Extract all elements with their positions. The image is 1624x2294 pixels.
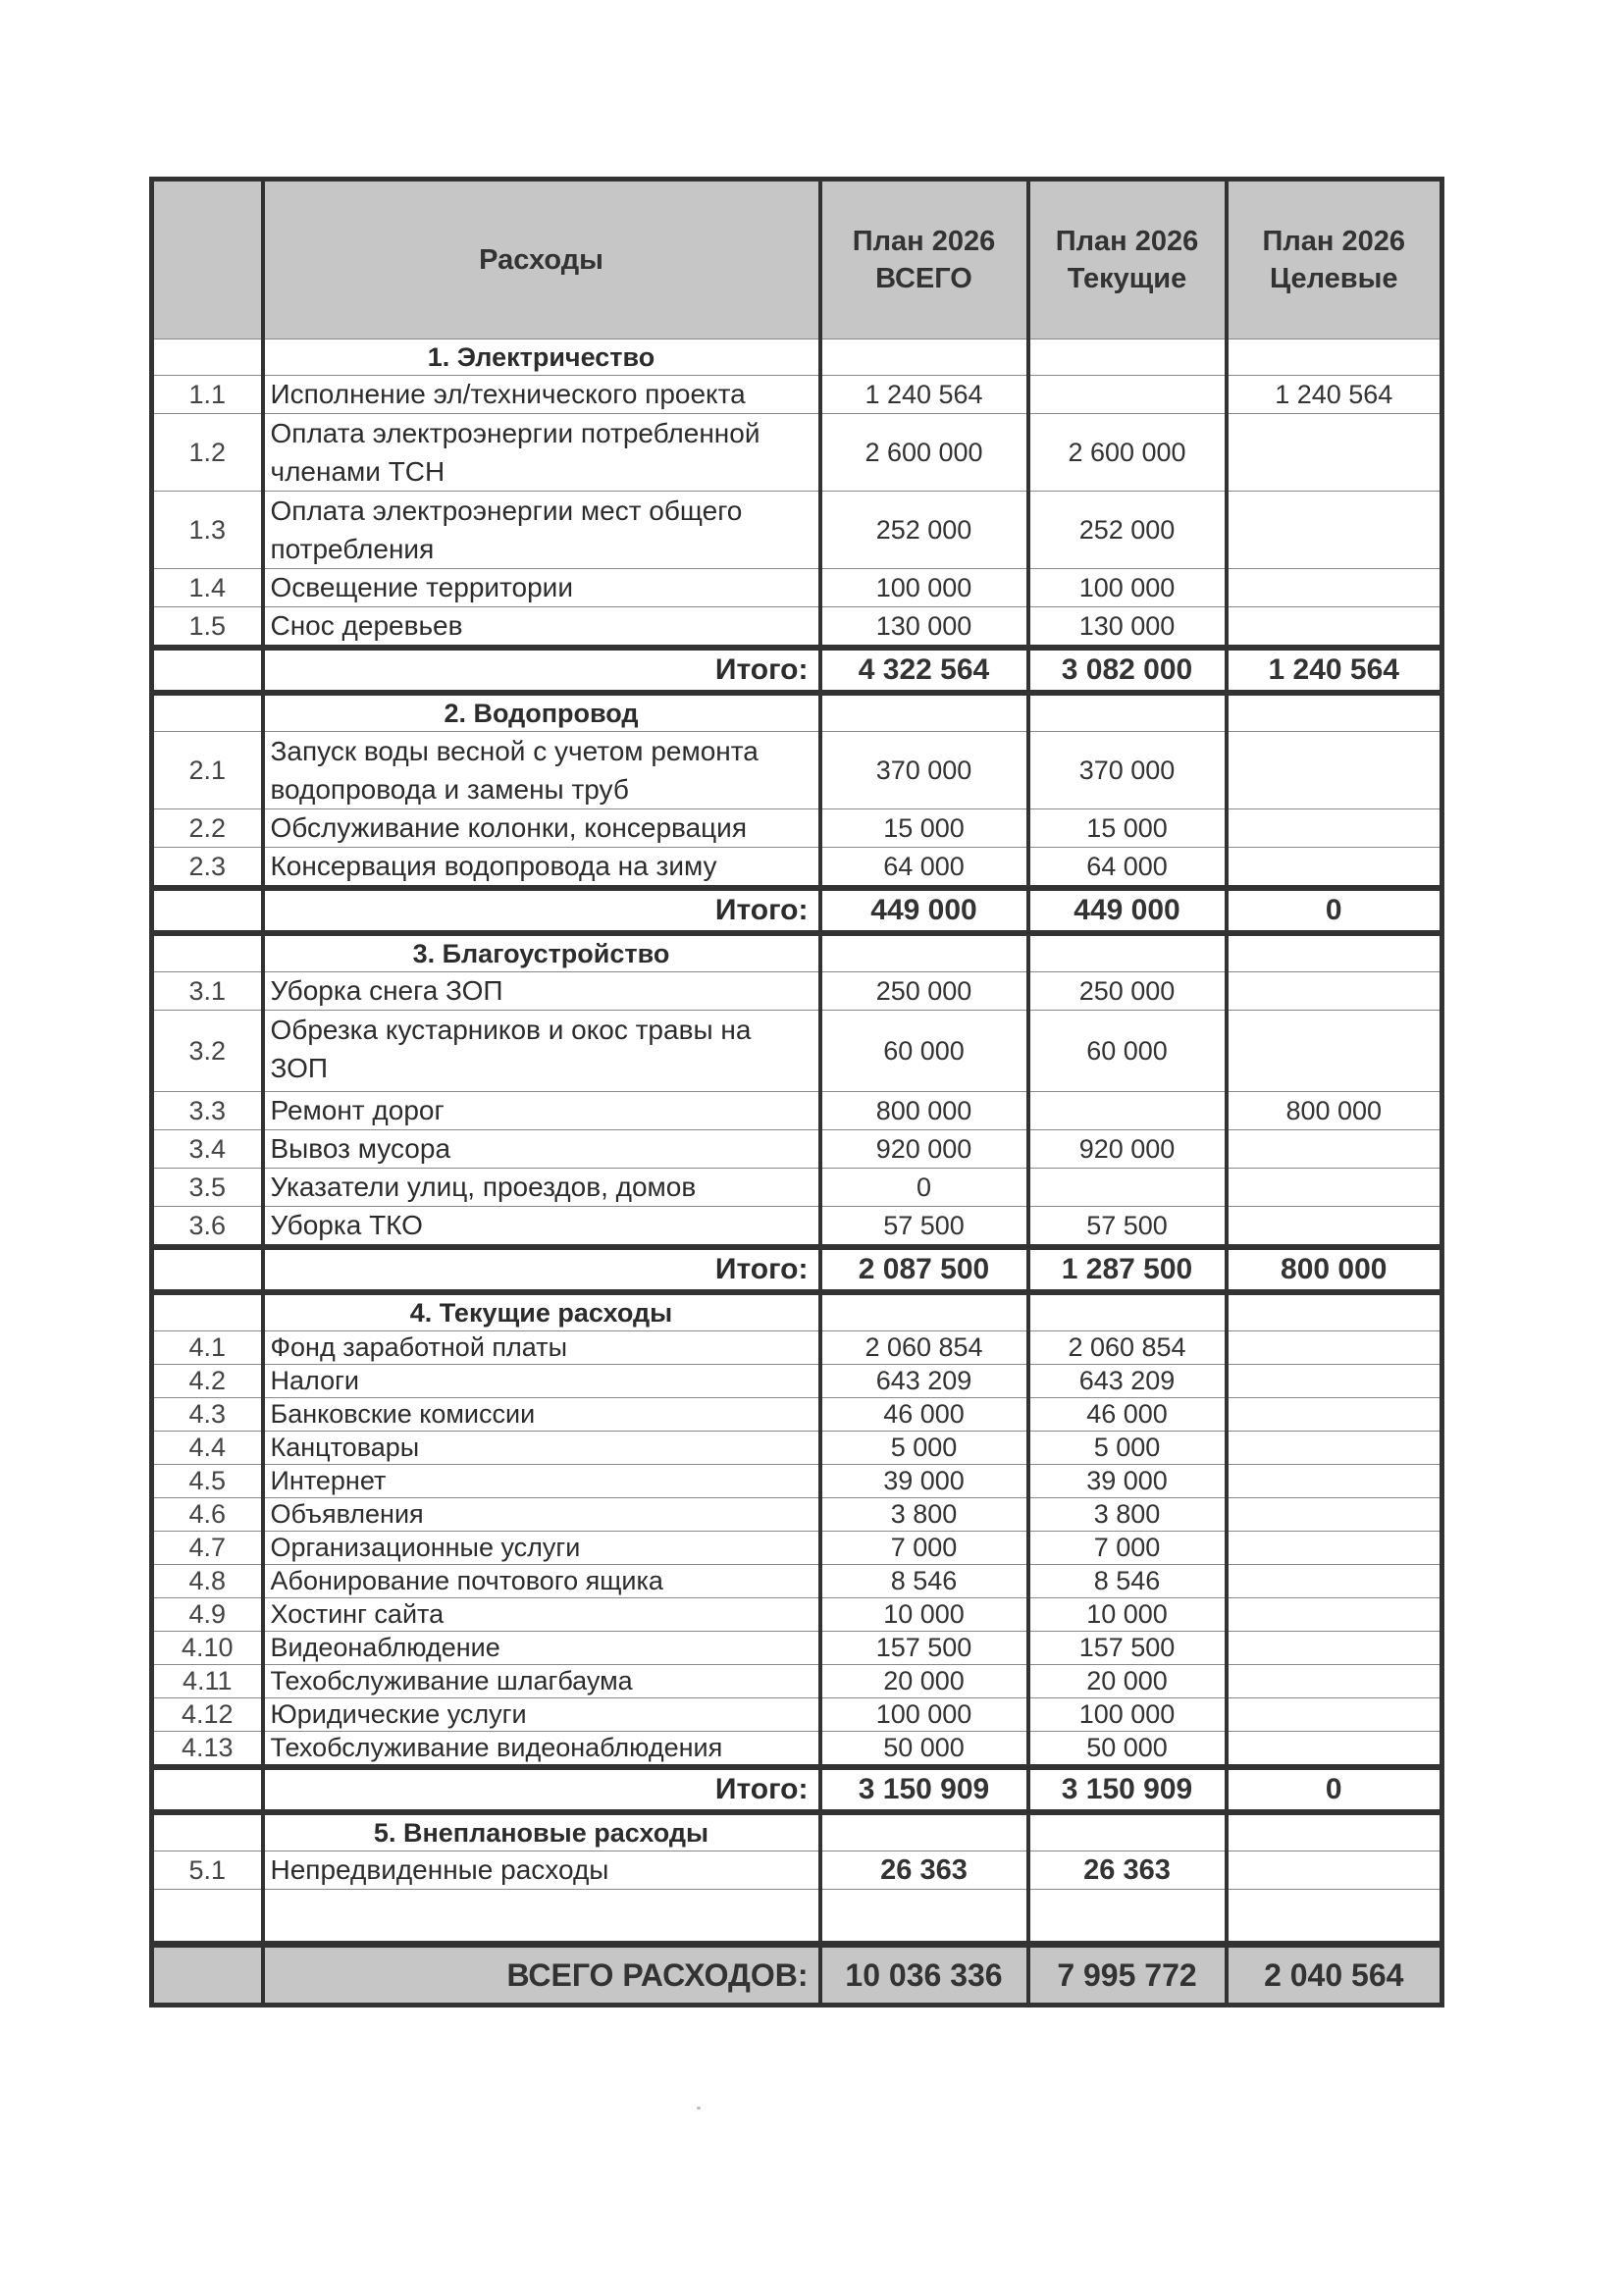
row-current: 46 000	[1028, 1398, 1227, 1432]
table-row	[152, 1532, 1442, 1565]
row-total: 5 000	[820, 1432, 1028, 1465]
row-description: Ремонт дорог	[263, 1092, 820, 1130]
row-current: 370 000	[1028, 732, 1227, 809]
row-num: 4.11	[152, 1665, 263, 1698]
table-row	[152, 1498, 1442, 1532]
header-plan-current	[1028, 180, 1227, 339]
row-total: 64 000	[820, 848, 1028, 889]
subtotal-target: 0	[1227, 1767, 1442, 1812]
scan-speck	[697, 2107, 701, 2110]
row-description: Канцтовары	[263, 1432, 820, 1465]
row-description: Фонд заработной платы	[263, 1331, 820, 1365]
row-description: Оплата электроэнергии мест общего потребления	[263, 492, 820, 569]
row-description: Банковские комиссии	[263, 1398, 820, 1432]
table-row	[152, 809, 1442, 848]
row-num: 3.4	[152, 1130, 263, 1169]
row-num: 3.1	[152, 972, 263, 1011]
table-row	[152, 569, 1442, 607]
row-target	[1227, 1011, 1442, 1092]
row-num: 4.3	[152, 1398, 263, 1432]
row-target	[1227, 1498, 1442, 1532]
row-description: Организационные услуги	[263, 1532, 820, 1565]
row-total: 370 000	[820, 732, 1028, 809]
section-header-row	[152, 339, 1442, 376]
subtotal-current: 449 000	[1028, 888, 1227, 933]
section-title: 1. Электричество	[263, 339, 820, 376]
row-total: 8 546	[820, 1565, 1028, 1598]
row-target	[1227, 1532, 1442, 1565]
row-current: 26 363	[1028, 1851, 1227, 1890]
subtotal-target: 1 240 564	[1227, 648, 1442, 693]
grand-total-target: 2 040 564	[1227, 1945, 1442, 2006]
row-current: 252 000	[1028, 492, 1227, 569]
row-num: 4.4	[152, 1432, 263, 1465]
row-num: 1.4	[152, 569, 263, 607]
section-header-row	[152, 693, 1442, 732]
row-num: 4.9	[152, 1598, 263, 1632]
row-num: 1.1	[152, 376, 263, 414]
row-description: Исполнение эл/технического проекта	[263, 376, 820, 414]
table-row	[152, 1732, 1442, 1768]
header-num	[152, 180, 263, 339]
grand-total-label: ВСЕГО РАСХОДОВ:	[263, 1945, 820, 2006]
table-row	[152, 1632, 1442, 1665]
subtotal-row	[152, 1247, 1442, 1292]
header-plan-target-line2: Целевые	[1269, 263, 1398, 294]
row-target: 1 240 564	[1227, 376, 1442, 414]
table-row	[152, 492, 1442, 569]
row-num: 4.1	[152, 1331, 263, 1365]
row-num: 3.6	[152, 1207, 263, 1248]
row-target	[1227, 972, 1442, 1011]
row-current: 2 600 000	[1028, 414, 1227, 492]
row-target	[1227, 1665, 1442, 1698]
row-description: Налоги	[263, 1365, 820, 1398]
row-target	[1227, 1632, 1442, 1665]
row-target	[1227, 1565, 1442, 1598]
row-num: 4.7	[152, 1532, 263, 1565]
subtotal-total: 4 322 564	[820, 648, 1028, 693]
row-target	[1227, 1331, 1442, 1365]
subtotal-label: Итого:	[263, 1247, 820, 1292]
row-total: 800 000	[820, 1092, 1028, 1130]
subtotal-total: 449 000	[820, 888, 1028, 933]
row-description: Обслуживание колонки, консервация	[263, 809, 820, 848]
row-current: 100 000	[1028, 1698, 1227, 1732]
subtotal-label: Итого:	[263, 888, 820, 933]
row-target	[1227, 1851, 1442, 1890]
subtotal-current: 3 150 909	[1028, 1767, 1227, 1812]
row-current: 920 000	[1028, 1130, 1227, 1169]
row-target: 800 000	[1227, 1092, 1442, 1130]
row-num: 4.10	[152, 1632, 263, 1665]
table-row	[152, 732, 1442, 809]
row-current: 157 500	[1028, 1632, 1227, 1665]
row-target	[1227, 1169, 1442, 1207]
row-total: 3 800	[820, 1498, 1028, 1532]
budget-expenses-table	[149, 177, 1444, 2007]
row-total: 50 000	[820, 1732, 1028, 1768]
row-target	[1227, 607, 1442, 649]
row-current: 57 500	[1028, 1207, 1227, 1248]
header-plan-target	[1227, 180, 1442, 339]
row-num: 3.5	[152, 1169, 263, 1207]
subtotal-row	[152, 1767, 1442, 1812]
row-total: 157 500	[820, 1632, 1028, 1665]
table-row	[152, 607, 1442, 649]
row-num: 4.8	[152, 1565, 263, 1598]
subtotal-label: Итого:	[263, 648, 820, 693]
table-row	[152, 1011, 1442, 1092]
table-row	[152, 1465, 1442, 1498]
subtotal-total: 3 150 909	[820, 1767, 1028, 1812]
row-target	[1227, 848, 1442, 889]
row-current: 15 000	[1028, 809, 1227, 848]
table-row	[152, 848, 1442, 889]
row-description: Техобслуживание шлагбаума	[263, 1665, 820, 1698]
grand-total-current: 7 995 772	[1028, 1945, 1227, 2006]
row-total: 643 209	[820, 1365, 1028, 1398]
section-title: 2. Водопровод	[263, 693, 820, 732]
subtotal-current: 3 082 000	[1028, 648, 1227, 693]
section-header-row	[152, 933, 1442, 972]
row-num: 4.5	[152, 1465, 263, 1498]
row-target	[1227, 492, 1442, 569]
section-title: 3. Благоустройство	[263, 933, 820, 972]
row-description: Снос деревьев	[263, 607, 820, 649]
row-total: 250 000	[820, 972, 1028, 1011]
row-description: Видеонаблюдение	[263, 1632, 820, 1665]
row-num: 5.1	[152, 1851, 263, 1890]
row-total: 15 000	[820, 809, 1028, 848]
row-current: 100 000	[1028, 569, 1227, 607]
table-row	[152, 972, 1442, 1011]
table-row	[152, 1398, 1442, 1432]
row-target	[1227, 1207, 1442, 1248]
table-row	[152, 1698, 1442, 1732]
header-description: Расходы	[263, 180, 820, 339]
row-description: Уборка снега ЗОП	[263, 972, 820, 1011]
row-total: 1 240 564	[820, 376, 1028, 414]
row-target	[1227, 1365, 1442, 1398]
row-num: 4.13	[152, 1732, 263, 1768]
row-current: 20 000	[1028, 1665, 1227, 1698]
row-description: Юридические услуги	[263, 1698, 820, 1732]
grand-total-total: 10 036 336	[820, 1945, 1028, 2006]
row-total: 2 600 000	[820, 414, 1028, 492]
subtotal-total: 2 087 500	[820, 1247, 1028, 1292]
row-target	[1227, 732, 1442, 809]
empty-row	[152, 1890, 1442, 1945]
header-plan-total-line2: ВСЕГО	[875, 263, 972, 294]
section-header-row	[152, 1292, 1442, 1331]
row-current	[1028, 1169, 1227, 1207]
row-target	[1227, 1432, 1442, 1465]
row-total: 252 000	[820, 492, 1028, 569]
row-total: 100 000	[820, 569, 1028, 607]
subtotal-current: 1 287 500	[1028, 1247, 1227, 1292]
table-row	[152, 1130, 1442, 1169]
row-total: 20 000	[820, 1665, 1028, 1698]
subtotal-target: 800 000	[1227, 1247, 1442, 1292]
row-total: 100 000	[820, 1698, 1028, 1732]
row-total: 10 000	[820, 1598, 1028, 1632]
row-current: 10 000	[1028, 1598, 1227, 1632]
row-description: Уборка ТКО	[263, 1207, 820, 1248]
table-row	[152, 1665, 1442, 1698]
row-current: 5 000	[1028, 1432, 1227, 1465]
row-num: 1.2	[152, 414, 263, 492]
section-header-row	[152, 1812, 1442, 1851]
table-row	[152, 1169, 1442, 1207]
row-num: 4.2	[152, 1365, 263, 1398]
row-target	[1227, 414, 1442, 492]
row-target	[1227, 1465, 1442, 1498]
row-current: 8 546	[1028, 1565, 1227, 1598]
subtotal-row	[152, 648, 1442, 693]
row-target	[1227, 569, 1442, 607]
row-current: 3 800	[1028, 1498, 1227, 1532]
row-total: 130 000	[820, 607, 1028, 649]
table-row	[152, 1598, 1442, 1632]
row-description: Абонирование почтового ящика	[263, 1565, 820, 1598]
table-row	[152, 1331, 1442, 1365]
row-description: Хостинг сайта	[263, 1598, 820, 1632]
table-row	[152, 414, 1442, 492]
table-header-row	[152, 180, 1442, 339]
table-row	[152, 1092, 1442, 1130]
row-total: 39 000	[820, 1465, 1028, 1498]
row-target	[1227, 1598, 1442, 1632]
row-current	[1028, 376, 1227, 414]
row-current: 2 060 854	[1028, 1331, 1227, 1365]
row-description: Оплата электроэнергии потребленной членами ТСН	[263, 414, 820, 492]
subtotal-row	[152, 888, 1442, 933]
row-num: 4.6	[152, 1498, 263, 1532]
header-plan-total-line1: План 2026	[852, 226, 996, 257]
row-num: 2.1	[152, 732, 263, 809]
row-total: 2 060 854	[820, 1331, 1028, 1365]
row-target	[1227, 1732, 1442, 1768]
row-target	[1227, 1130, 1442, 1169]
row-num: 1.5	[152, 607, 263, 649]
table-row	[152, 1365, 1442, 1398]
section-title: 4. Текущие расходы	[263, 1292, 820, 1331]
row-num: 3.3	[152, 1092, 263, 1130]
row-total: 26 363	[820, 1851, 1028, 1890]
row-description: Техобслуживание видеонаблюдения	[263, 1732, 820, 1768]
row-num: 3.2	[152, 1011, 263, 1092]
row-current: 130 000	[1028, 607, 1227, 649]
row-current: 50 000	[1028, 1732, 1227, 1768]
table-row	[152, 1207, 1442, 1248]
header-plan-current-line1: План 2026	[1055, 226, 1199, 257]
row-description: Указатели улиц, проездов, домов	[263, 1169, 820, 1207]
table-row	[152, 376, 1442, 414]
row-target	[1227, 1398, 1442, 1432]
section-title: 5. Внеплановые расходы	[263, 1812, 820, 1851]
subtotal-label: Итого:	[263, 1767, 820, 1812]
header-plan-target-line1: План 2026	[1262, 226, 1405, 257]
row-current: 64 000	[1028, 848, 1227, 889]
table-row	[152, 1851, 1442, 1890]
row-total: 57 500	[820, 1207, 1028, 1248]
row-target	[1227, 809, 1442, 848]
row-num: 4.12	[152, 1698, 263, 1732]
row-current: 39 000	[1028, 1465, 1227, 1498]
row-description: Обрезка кустарников и окос травы на ЗОП	[263, 1011, 820, 1092]
row-current: 60 000	[1028, 1011, 1227, 1092]
row-num: 2.2	[152, 809, 263, 848]
row-description: Объявления	[263, 1498, 820, 1532]
row-total: 46 000	[820, 1398, 1028, 1432]
row-description: Освещение территории	[263, 569, 820, 607]
row-num: 2.3	[152, 848, 263, 889]
subtotal-target: 0	[1227, 888, 1442, 933]
row-total: 0	[820, 1169, 1028, 1207]
header-plan-total	[820, 180, 1028, 339]
row-total: 7 000	[820, 1532, 1028, 1565]
row-current: 643 209	[1028, 1365, 1227, 1398]
table-row	[152, 1432, 1442, 1465]
row-current: 7 000	[1028, 1532, 1227, 1565]
row-total: 60 000	[820, 1011, 1028, 1092]
row-description: Консервация водопровода на зиму	[263, 848, 820, 889]
table-row	[152, 1565, 1442, 1598]
row-target	[1227, 1698, 1442, 1732]
row-num: 1.3	[152, 492, 263, 569]
row-description: Вывоз мусора	[263, 1130, 820, 1169]
row-description: Интернет	[263, 1465, 820, 1498]
header-plan-current-line2: Текущие	[1067, 263, 1187, 294]
row-current	[1028, 1092, 1227, 1130]
row-description: Запуск воды весной с учетом ремонта водопровода и замены труб	[263, 732, 820, 809]
row-description: Непредвиденные расходы	[263, 1851, 820, 1890]
grand-total-row	[152, 1945, 1442, 2006]
row-total: 920 000	[820, 1130, 1028, 1169]
row-current: 250 000	[1028, 972, 1227, 1011]
